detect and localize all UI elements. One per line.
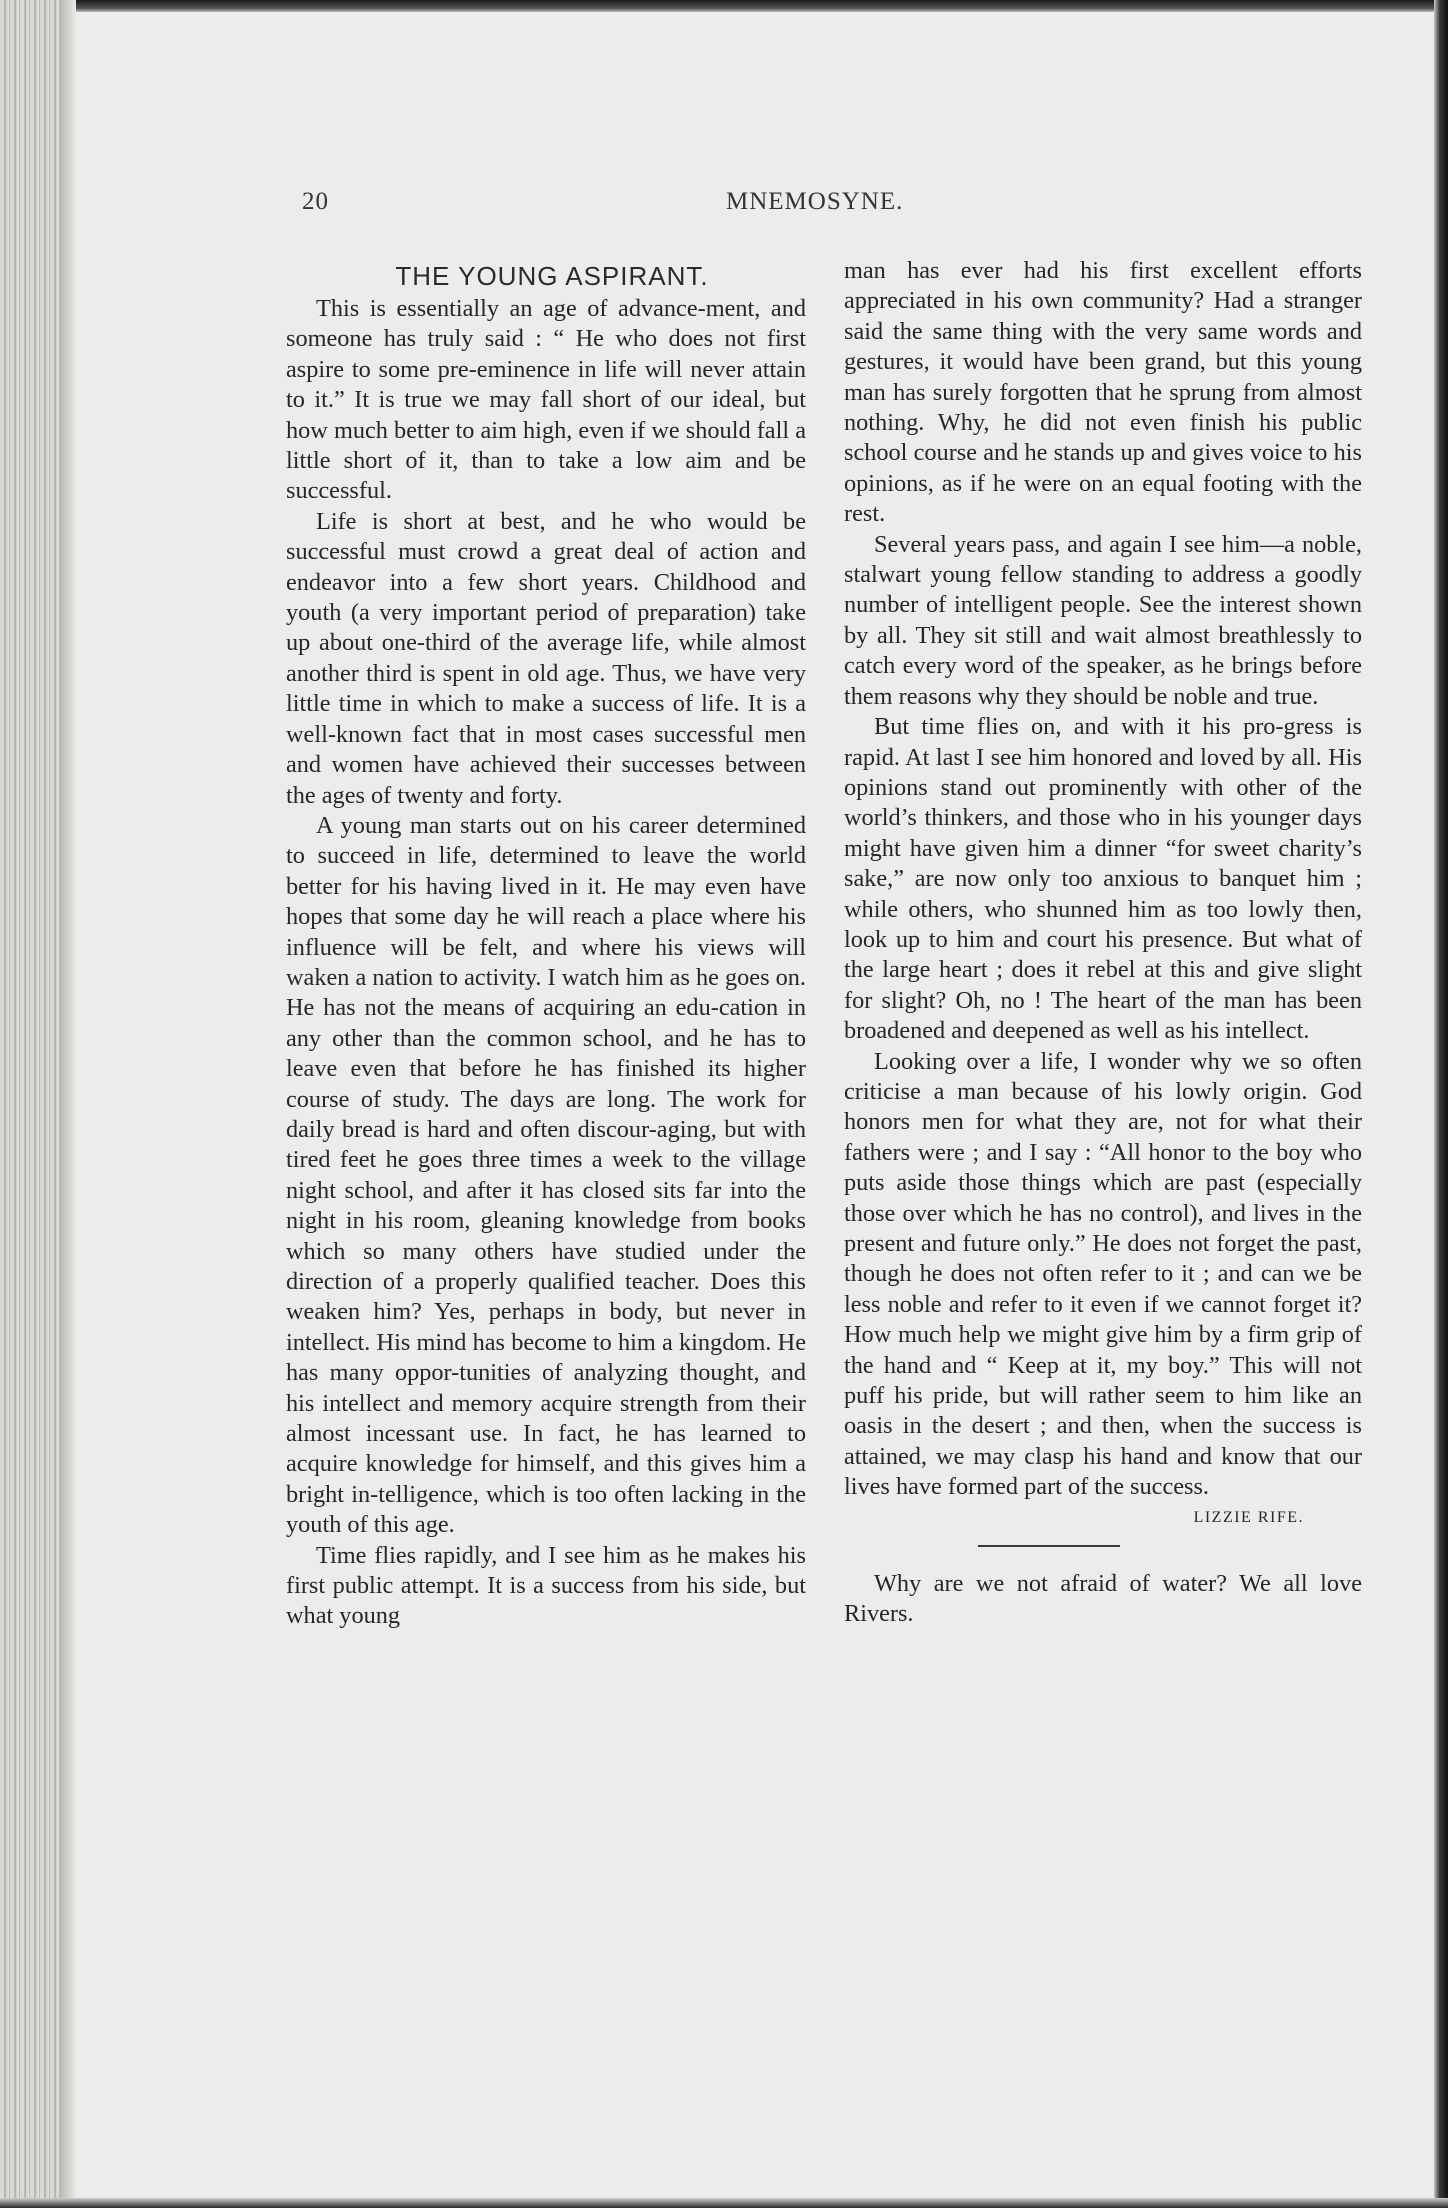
book-page-edges [0,0,60,2208]
article-paragraph: But time flies on, and with it his pro-gress is rapid. At last I see him honored and loved by all. His opinions stand out prominently with other of the world’s thinkers, and those who in his younger days might have given him a dinner “for sweet charity’s sake,” are now only too anxious to banquet him ; while others, who shunned him as too lowly then, look up to him and court his presence. But what of the large heart ; does it rebel at this and give slight for slight? Oh, no ! The heart of the man has been broadened and deepened as well as his intellect. [844,713,1362,1045]
section-divider [978,1545,1120,1547]
article-paragraph: A young man starts out on his career determined to succeed in life, determined to leave the world better for his having lived in it. He may even have hopes that some day he will reach a place where his influence will be felt, and where his views will waken a nation to activity. I watch him as he goes on. He has not the means of acquiring an edu-cation in any other than the common school, and he has to leave even that before he has finished its higher course of study. The days are long. The work for daily bread is hard and often discour-aging, but with tired feet he goes three times a week to the village night school, and after it has closed sits far into the night in his room, gleaning knowledge from books which so many others have studied under the direction of a properly qualified teacher. Does this weaken him? Yes, perhaps in body, but never in intellect. His mind has become to him a kingdom. He has many oppor-tunities of analyzing thought, and his intellect and memory acquire strength from their almost incessant use. In fact, he has learned to acquire knowledge for himself, and this gives him a bright in-telligence, which is too often lacking in the youth of this age. [286,811,806,1539]
article-paragraph: This is essentially an age of advance-ment, and someone has truly said : “ He who does not first aspire to some pre-eminence in life will never attain to it.” It is true we may fall short of our ideal, but how much better to aim high, even if we should fall a little short of it, than to take a low aim and be successful. [286,295,806,505]
article-paragraph: Several years pass, and again I see him—a noble, stalwart young fellow standing to address a goodly number of intelligent people. See the interest shown by all. They sit still and wait almost breathlessly to catch every word of the speaker, as he brings before them reasons why they should be noble and true. [844,530,1362,710]
page-number: 20 [302,188,329,215]
article-paragraph: Looking over a life, I wonder why we so often criticise a man because of his lowly origin. God honors men for what they are, not for what their fathers were ; and I say : “All honor to the boy who puts aside those things which are past (especially those over which he has no control), and lives in the present and future only.” He does not forget the past, though he does not often refer to it ; and can we be less noble and refer to it even if we cannot forget it? How much help we might give him by a firm grip of the hand and “ Keep at it, my boy.” This will not puff his pride, but will rather seem to him like an oasis in the desert ; and then, when the success is attained, we may clasp his hand and know that our lives have formed part of the success. [844,1047,1362,1501]
article-paragraph: Time flies rapidly, and I see him as he makes his first public attempt. It is a success from his side, but what young [286,1541,806,1630]
page-header [76,188,1434,228]
author-signature: LIZZIE RIFE. [1193,1508,1304,1526]
article-paragraph: Life is short at best, and he who would be successful must crowd a great deal of action and endeavor into a few short years. Childhood and youth (a very important period of preparation) take up about one-third of the average life, while almost another third is spent in old age. Thus, we have very little time in which to make a success of life. It is a well-known fact that in most cases successful men and women have achieved their successes between the ages of twenty and forty. [286,507,806,809]
scan-border-top [0,0,1448,12]
gutter-shadow [60,0,76,2208]
scan-border-bottom [0,2198,1448,2208]
scan-border-right [1434,0,1448,2208]
running-head: MNEMOSYNE. [726,188,904,215]
book-page [76,12,1434,2198]
article-paragraph-continued: man has ever had his first excellent efforts appreciated in his own community? Had a stranger said the same thing with the very same words and gestures, it would have been grand, but this young man has surely forgotten that he sprung from almost nothing. Why, he did not even finish his public school course and he stands up and gives voice to his opinions, as if he were on an equal footing with the rest. [844,257,1362,528]
right-column [844,256,1362,1629]
left-column [286,260,806,1632]
article-title: THE YOUNG ASPIRANT. [395,261,709,291]
joke-paragraph: Why are we not afraid of water? We all love Rivers. [844,1569,1362,1628]
